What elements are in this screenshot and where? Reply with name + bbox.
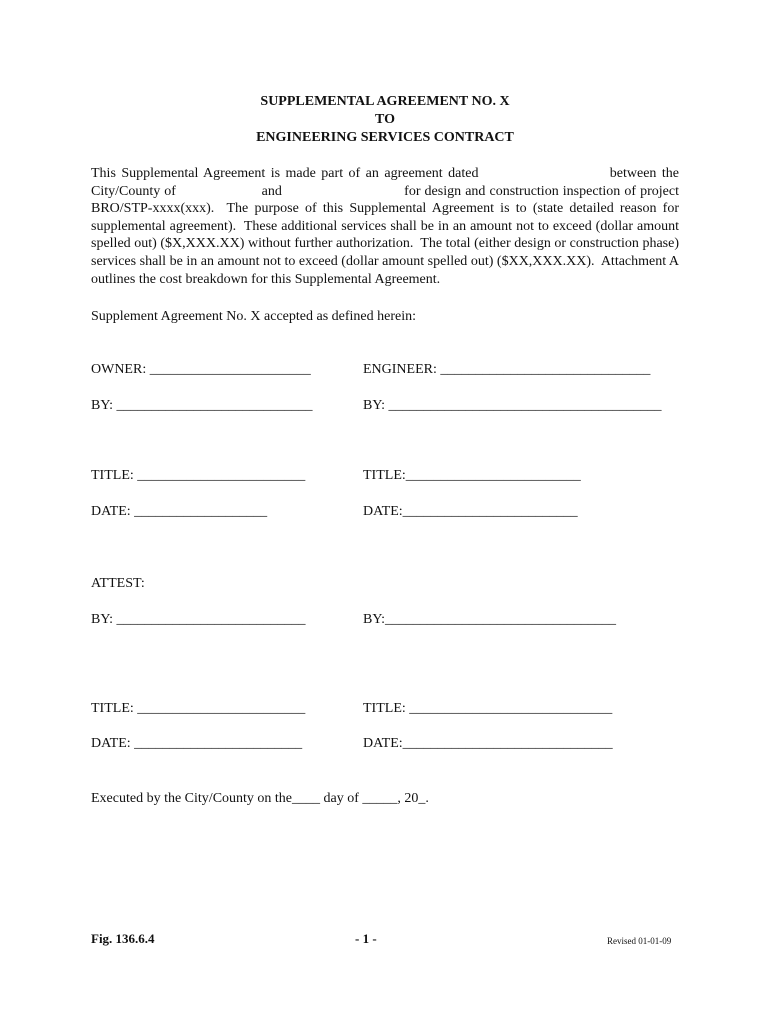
engineer-title-line: TITLE:_________________________: [363, 468, 581, 483]
owner-by-line: BY: ____________________________: [91, 398, 313, 413]
attest-date-left-line: DATE: ________________________: [91, 736, 303, 751]
engineer-by-line: BY: _______________________________________: [363, 398, 662, 413]
page-number: - 1 -: [355, 931, 377, 946]
document-title-line-2: TO: [375, 112, 395, 127]
figure-number: Fig. 136.6.4: [91, 931, 155, 946]
accepted-statement: Supplement Agreement No. X accepted as defined herein:: [91, 309, 416, 324]
document-title-line-1: SUPPLEMENTAL AGREEMENT NO. X: [260, 94, 510, 109]
owner-signature-line: OWNER: _______________________: [91, 362, 311, 377]
attest-date-right-line: DATE:______________________________: [363, 736, 613, 751]
revision-date: Revised 01-01-09: [607, 936, 672, 946]
document-title-line-3: ENGINEERING SERVICES CONTRACT: [256, 130, 514, 145]
execution-statement: Executed by the City/County on the____ day of _____, 20_.: [91, 791, 429, 806]
engineer-date-line: DATE:_________________________: [363, 504, 578, 519]
attest-by-left-line: BY: ___________________________: [91, 612, 306, 627]
attest-label: ATTEST:: [91, 576, 145, 591]
attest-title-left-line: TITLE: ________________________: [91, 701, 306, 716]
owner-date-line: DATE: ___________________: [91, 504, 268, 519]
engineer-signature-line: ENGINEER: ______________________________: [363, 362, 651, 377]
attest-by-right-line: BY:_________________________________: [363, 612, 617, 627]
attest-title-right-line: TITLE: _____________________________: [363, 701, 613, 716]
owner-title-line: TITLE: ________________________: [91, 468, 306, 483]
agreement-paragraph: This Supplemental Agreement is made part of an agreement dated between the City/County of and for design and construction inspection of project BRO/STP-xxxx(xxx). The purpose of this Supplemental Agreement is to (state detailed reason for supplemental agreement). These additional services shall be in an amount not to exceed (dollar amount spelled out) ($X,XXX.XX) without further authorization. The total (either design or construction phase) services shall be in an amount not to exceed (dollar amount spelled out) ($XX,XXX.XX). Attachment A outlines the cost breakdown for this Supplemental Agreement.: [91, 166, 683, 287]
